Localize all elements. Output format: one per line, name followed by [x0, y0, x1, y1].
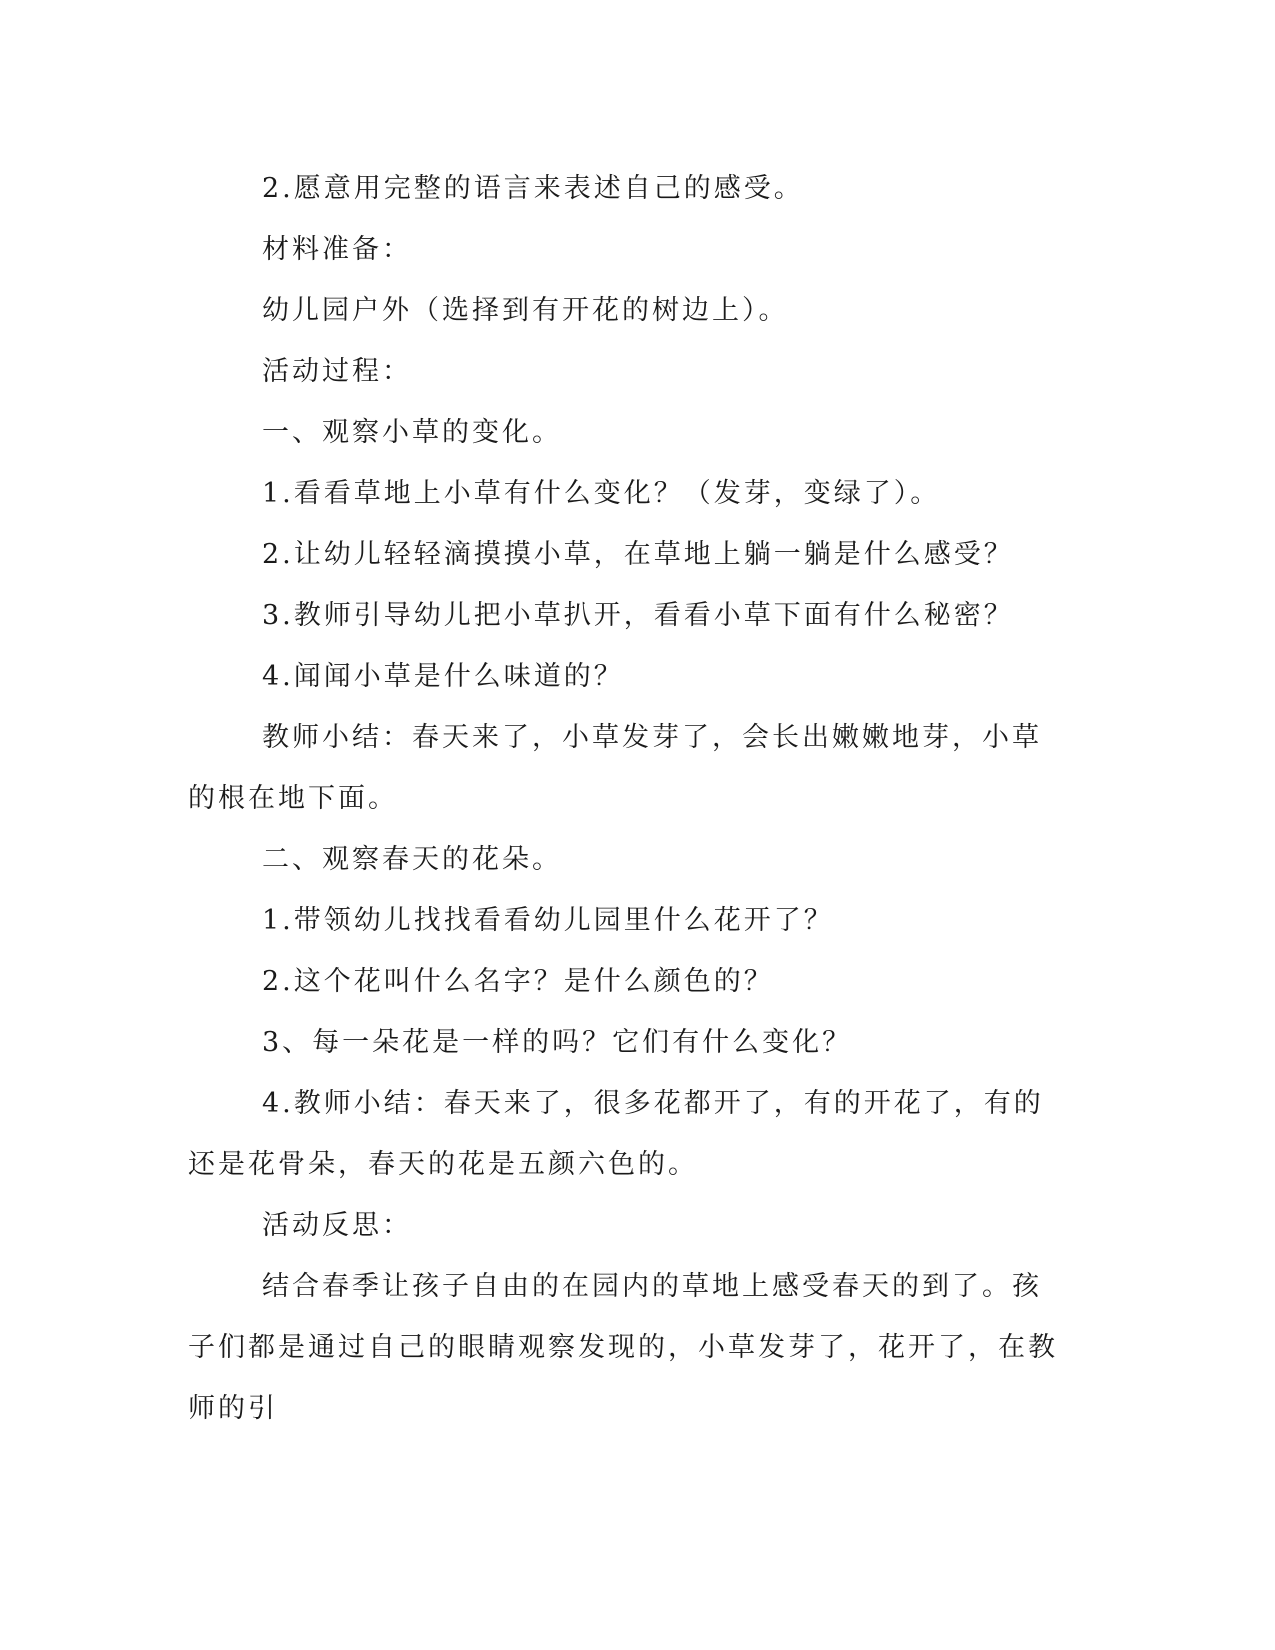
list-item-flowers-4: 4.教师小结：春天来了，很多花都开了，有的开花了，有的还是花骨朵，春天的花是五颜六色的。 — [188, 1088, 1044, 1180]
list-item-grass-4: 4.闻闻小草是什么味道的？ — [262, 661, 624, 692]
paragraph-goal-2: 2.愿意用完整的语言来表述自己的感受。 — [262, 173, 804, 204]
paragraph-materials: 幼儿园户外（选择到有开花的树边上）。 — [262, 295, 789, 326]
list-item-grass-2: 2.让幼儿轻轻滴摸摸小草，在草地上躺一躺是什么感受？ — [262, 539, 1014, 570]
section-heading-grass: 一、观察小草的变化。 — [262, 417, 562, 448]
heading-reflection: 活动反思： — [262, 1210, 412, 1241]
paragraph-reflection: 结合春季让孩子自由的在园内的草地上感受春天的到了。孩子们都是通过自己的眼睛观察发现的，小草发芽了，花开了，在教师的引 — [188, 1271, 1058, 1424]
document-body — [188, 158, 1068, 1439]
list-item-flowers-1: 1.带领幼儿找找看看幼儿园里什么花开了？ — [262, 905, 834, 936]
heading-process: 活动过程： — [262, 356, 412, 387]
list-item-flowers-2: 2.这个花叫什么名字？是什么颜色的？ — [262, 966, 774, 997]
list-item-grass-1: 1.看看草地上小草有什么变化？（发芽，变绿了）。 — [262, 478, 941, 509]
list-item-flowers-3: 3、每一朵花是一样的吗？它们有什么变化？ — [262, 1027, 853, 1058]
list-item-grass-3: 3.教师引导幼儿把小草扒开，看看小草下面有什么秘密？ — [262, 600, 1014, 631]
section-heading-flowers: 二、观察春天的花朵。 — [262, 844, 562, 875]
heading-materials: 材料准备： — [262, 234, 412, 265]
paragraph-teacher-summary-grass: 教师小结：春天来了，小草发芽了，会长出嫩嫩地芽，小草的根在地下面。 — [188, 722, 1042, 814]
